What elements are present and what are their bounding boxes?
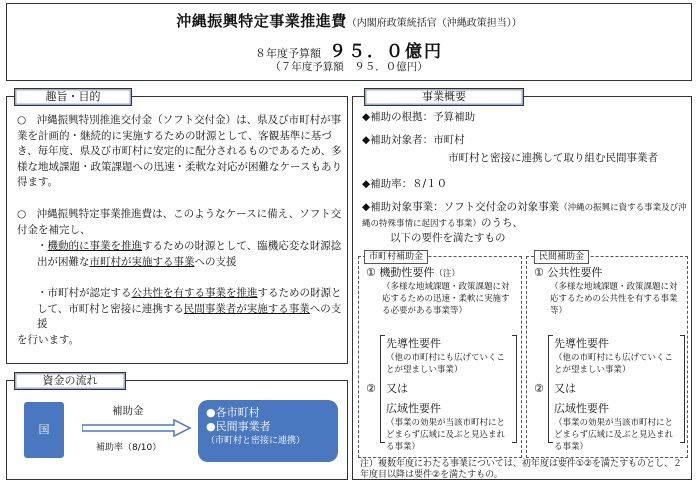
overview-project-small: （沖縄の振興に資する事業及び沖縄の特殊事情に起因する事業）: [362, 203, 687, 229]
overview-tab: 事業概要: [364, 88, 524, 106]
private-wide: 広域性要件: [554, 402, 609, 415]
flow-dest-3: （市町村と密接に連携）: [206, 436, 306, 446]
muni-bracket-left: [380, 335, 385, 443]
muni-bracket-right: [512, 335, 517, 443]
flow-source: 国: [24, 402, 64, 458]
private-bracket-left: [548, 335, 553, 443]
purpose-para-2: ○ 沖縄振興特定事業推進費は、このようなケースに備え、ソフト交付金を補完し、: [17, 208, 342, 236]
muni-or: 又は: [386, 382, 408, 395]
private-wide-desc: （事業の効果が当該市町村にとどまらず広域に及ぶと見込まれる事業）: [554, 418, 674, 452]
overview-target-extra: 市町村と密接に連携して取り組む民間事業者: [448, 152, 658, 164]
muni-wide-desc: （事業の効果が当該市町村にとどまらず広域に及ぶと見込まれる事業）: [386, 418, 506, 452]
private-req1-desc: （多様な地域課題・政策課題に対応するための公共性を有する事業等）: [550, 282, 678, 316]
private-num2: ②: [534, 382, 544, 395]
prev-budget: （７年度予算額 ９５．０億円）: [270, 61, 428, 73]
page-title: 沖縄振興特定事業推進費（内閣府政策統括官（沖縄政策担当））: [176, 12, 522, 30]
private-or: 又は: [554, 382, 576, 395]
private-bracket-right: [680, 335, 685, 443]
budget-value: ９５．０億円: [329, 42, 443, 62]
flow-dest-2: ●民間事業者: [206, 420, 271, 433]
muni-req1: ① 機動性要件（注）: [366, 266, 460, 279]
page-title-sub: （内閣府政策統括官（沖縄政策担当））: [346, 18, 522, 29]
purpose-tab: 趣旨・目的: [14, 88, 132, 106]
private-lead-desc: （他の市町村にも広げていくことが望ましい事業）: [554, 353, 674, 375]
muni-lead-desc: （他の市町村にも広げていくことが望ましい事業）: [386, 353, 506, 375]
muni-num2: ②: [366, 382, 376, 395]
muni-wide: 広域性要件: [386, 402, 441, 415]
purpose-panel: [6, 96, 348, 364]
overview-target: ◆補助対象者：市町村: [362, 134, 465, 146]
flow-arrow-icon: [82, 418, 192, 438]
flow-arrow-label: 補助金: [112, 405, 144, 417]
budget-label: ８年度予算額: [255, 47, 321, 60]
overview-note: 注）複数年度にわたる事業については、初年度は要件①②を満たすものとし、２年度目以降は要件②を満たすもの。: [360, 459, 682, 480]
muni-lead: 先導性要件: [386, 337, 441, 350]
flow-destination: [198, 400, 338, 462]
overview-rate: ◆補助率：８/１０: [362, 178, 448, 190]
flow-rate: 補助率（8/10）: [96, 443, 162, 453]
overview-basis: ◆補助の根拠：予算補助: [362, 111, 476, 123]
purpose-para-1: ○ 沖縄振興特別推進交付金（ソフト交付金）は、県及び市町村が事業を計画的・継続的に実施するための財源として、客観基準に基づき、毎年度、県及び市町村に安定的に配分されるものであるため、多様な地域課題・政策課題への迅速・柔軟な対応が困難なケースもあり得ます。: [17, 114, 342, 188]
private-lead: 先導性要件: [554, 337, 609, 350]
overview-project-tail: 以下の要件を満たすもの: [390, 232, 506, 244]
overview-project: ◆補助対象事業：ソフト交付金の対象事業（沖縄の振興に資する事業及び沖縄の特殊事情に起因する事業）のうち、: [362, 201, 687, 229]
header-box: [6, 3, 692, 81]
flow-dest-1: ●各市町村: [206, 406, 260, 419]
purpose-bullet-2: ・市町村が認定する公共性を有する事業を推進するための財源として、市町村と密接に連携する民間事業者が実施する事業への支援: [37, 287, 342, 330]
muni-tab: 市町村補助金: [364, 250, 428, 264]
purpose-bullet-1: ・機動的に事業を推進するための財源として、臨機応変な財源捻出が困難な市町村が実施する事業への支援: [37, 240, 342, 268]
muni-req1-desc: （多様な地域課題・政策課題に対応するための迅速・柔軟に実施する必要がある事業等）: [382, 282, 510, 316]
private-tab: 民間補助金: [534, 250, 589, 264]
flow-tab: 資金の流れ: [14, 372, 126, 390]
private-req1: ① 公共性要件: [534, 266, 603, 279]
purpose-closing: を行います。: [17, 334, 80, 346]
